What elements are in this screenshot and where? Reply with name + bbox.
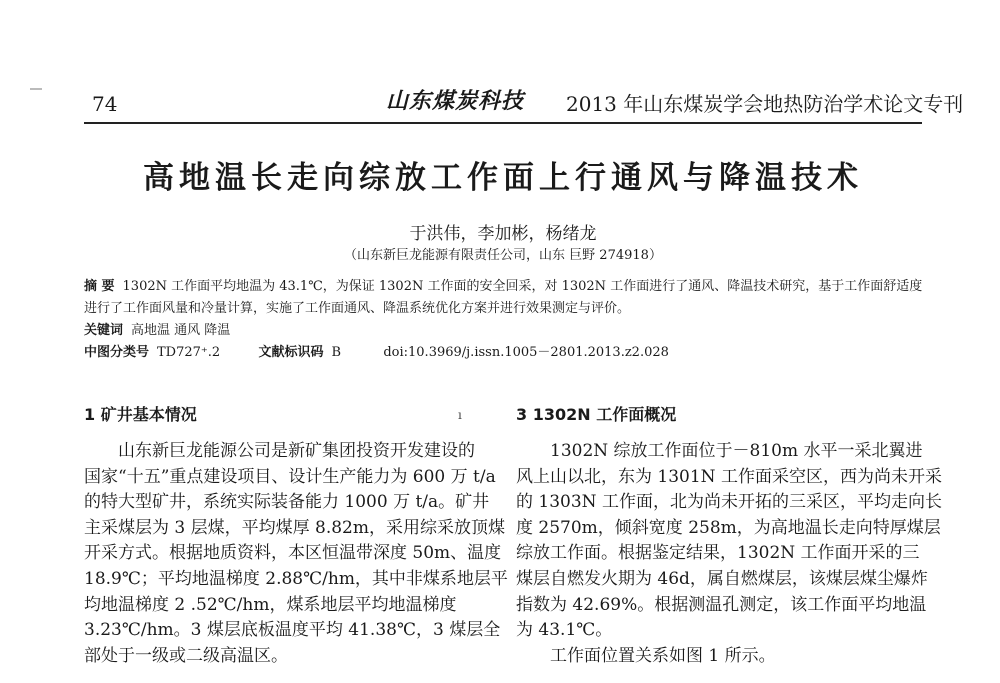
keywords: 高地温 通风 降温 bbox=[131, 323, 231, 338]
class-value: TD727⁺.2 bbox=[157, 345, 221, 360]
doccode-value: B bbox=[331, 345, 342, 360]
body-line: 的特大型矿井，系统实际装备能力 1000 万 t/a。矿井 bbox=[84, 492, 490, 513]
body-line: 的 1303N 工作面，北为尚未开拓的三采区，平均走向长 bbox=[516, 492, 942, 513]
scan-artifact bbox=[30, 88, 42, 90]
body-line: 18.9℃；平均地温梯度 2.88℃/hm，其中非煤系地层平 bbox=[84, 568, 508, 589]
header-rule bbox=[84, 122, 922, 124]
abstract-line: 进行了工作面风量和冷量计算，实施了工作面通风、降温系统优化方案并进行效果测定与评价。 bbox=[84, 301, 631, 316]
class-label: 中图分类号 bbox=[84, 345, 150, 360]
body-line: 国家“十五”重点建设项目、设计生产能力为 600 万 t/a bbox=[84, 466, 496, 487]
keywords-label: 关键词 bbox=[84, 323, 124, 338]
doccode-label: 文献标识码 bbox=[258, 345, 324, 360]
body-line: 煤层自燃发火期为 46d，属自燃煤层，该煤层煤尘爆炸 bbox=[516, 568, 928, 589]
page-number: 74 bbox=[92, 92, 118, 116]
body-line: 主采煤层为 3 层煤，平均煤厚 8.82m，采用综采放顶煤 bbox=[84, 517, 505, 538]
body-line: 风上山以北，东为 1301N 工作面采空区，西为尚未开采 bbox=[516, 466, 942, 487]
body-line: 均地温梯度 2 .52℃/hm，煤系地层平均地温梯度 bbox=[84, 594, 457, 615]
body-line: 指数为 42.69%。根据测温孔测定，该工作面平均地温 bbox=[516, 594, 927, 615]
body-line: 度 2570m，倾斜宽度 258m，为高地温长走向特厚煤层 bbox=[516, 517, 941, 538]
doi: doi:10.3969/j.issn.1005－2801.2013.z2.028 bbox=[383, 345, 669, 360]
keywords-line bbox=[84, 320, 924, 342]
body-line: 部处于一级或二级高温区。 bbox=[84, 645, 288, 666]
abstract-block bbox=[84, 276, 924, 364]
body-line: 3.23℃/hm。3 煤层底板温度平均 41.38℃，3 煤层全 bbox=[84, 620, 501, 641]
section-heading: 1 矿井基本情况 bbox=[84, 405, 197, 424]
scan-speck: ı bbox=[458, 408, 462, 422]
body-line: 山东新巨龙能源公司是新矿集团投资开发建设的 bbox=[118, 441, 475, 461]
authors: 于洪伟，李加彬，杨绪龙 bbox=[409, 224, 597, 244]
body-line: 1302N 综放工作面位于－810m 水平一采北翼进 bbox=[550, 441, 923, 461]
column-left bbox=[84, 402, 508, 669]
abstract-text: 1302N 工作面平均地温为 43.1℃，为保证 1302N 工作面的安全回采，对 1302N 工作面进行了通风、降温技术研究，基于工作面舒适度 bbox=[122, 279, 923, 294]
body-line: 综放工作面。根据鉴定结果，1302N 工作面开采的三 bbox=[516, 543, 920, 564]
body-line: 开采方式。根据地质资料，本区恒温带深度 50m、温度 bbox=[84, 543, 502, 564]
abstract-label: 摘 要 bbox=[84, 279, 115, 294]
body-line: 为 43.1℃。 bbox=[516, 620, 613, 641]
body-line: 工作面位置关系如图 1 所示。 bbox=[550, 645, 776, 666]
abstract-line bbox=[84, 276, 924, 298]
classification-line bbox=[84, 342, 924, 364]
issue-title: 2013 年山东煤炭学会地热防治学术论文专刊 bbox=[566, 92, 964, 116]
column-right bbox=[516, 402, 942, 669]
section-heading: 3 1302N 工作面概况 bbox=[516, 405, 677, 424]
article-title: 高地温长走向综放工作面上行通风与降温技术 bbox=[143, 160, 863, 196]
affiliation: （山东新巨龙能源有限责任公司，山东 巨野 274918） bbox=[344, 248, 662, 263]
journal-logo: 山东煤炭科技 bbox=[386, 88, 525, 114]
